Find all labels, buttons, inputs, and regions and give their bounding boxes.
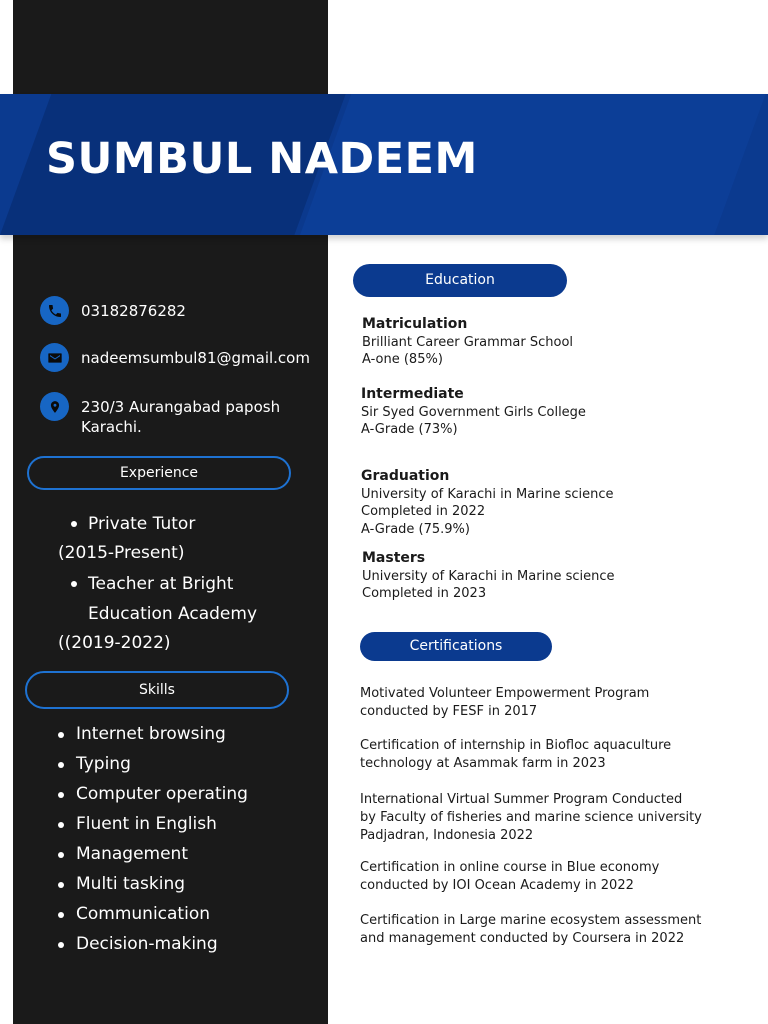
certification-line: Certification in Large marine ecosystem assessment bbox=[360, 913, 702, 928]
skills-list bbox=[56, 719, 248, 959]
skill-item: Communication bbox=[56, 899, 248, 929]
certification-item bbox=[360, 912, 750, 948]
education-detail: Brilliant Career Grammar School bbox=[362, 334, 574, 350]
education-detail: A-Grade (73%) bbox=[361, 422, 458, 437]
skill-item: Fluent in English bbox=[56, 809, 248, 839]
certification-item bbox=[360, 859, 750, 895]
skills-heading: Skills bbox=[25, 671, 289, 709]
certification-line: by Faculty of fisheries and marine science university bbox=[360, 810, 702, 825]
education-detail: Completed in 2022 bbox=[361, 504, 486, 519]
certification-item bbox=[360, 737, 750, 773]
education-detail: University of Karachi in Marine science bbox=[362, 568, 615, 584]
experience-item-2-line-2: Education Academy bbox=[88, 604, 258, 624]
address-line-1: 230/3 Aurangabad paposh bbox=[81, 398, 281, 416]
education-entry-matriculation bbox=[362, 316, 573, 369]
education-heading: Education bbox=[353, 264, 567, 297]
certification-line: conducted by FESF in 2017 bbox=[360, 704, 538, 719]
skill-item: Management bbox=[56, 839, 248, 869]
education-entry-intermediate bbox=[361, 386, 586, 439]
experience-item-1-title: Private Tutor bbox=[88, 514, 196, 534]
education-detail: A-Grade (75.9%) bbox=[361, 521, 470, 537]
experience-heading: Experience bbox=[27, 456, 291, 490]
education-entry-graduation bbox=[361, 468, 613, 538]
experience-item-2-period: ((2019-2022) bbox=[58, 633, 171, 653]
address bbox=[81, 392, 280, 437]
certification-line: Certification in online course in Blue economy bbox=[360, 860, 660, 875]
certification-item bbox=[360, 791, 750, 845]
experience-item-1-period: (2015-Present) bbox=[58, 543, 185, 563]
bullet-dot bbox=[71, 581, 77, 587]
contact-phone bbox=[40, 296, 186, 325]
candidate-name: SUMBUL NADEEM bbox=[46, 134, 478, 184]
mail-icon bbox=[40, 343, 69, 372]
education-detail: Sir Syed Government Girls College bbox=[361, 404, 586, 420]
education-title: Intermediate bbox=[361, 386, 464, 402]
education-title: Graduation bbox=[361, 468, 450, 484]
contact-address bbox=[40, 392, 280, 437]
skill-item: Computer operating bbox=[56, 779, 248, 809]
address-line-2: Karachi. bbox=[81, 418, 142, 436]
certification-line: International Virtual Summer Program Conducted bbox=[360, 792, 683, 807]
education-title: Masters bbox=[362, 550, 426, 566]
skill-item: Multi tasking bbox=[56, 869, 248, 899]
certification-line: conducted by IOI Ocean Academy in 2022 bbox=[360, 878, 634, 893]
skill-item: Decision-making bbox=[56, 929, 248, 959]
certification-line: and management conducted by Coursera in 2022 bbox=[360, 931, 685, 946]
certification-item bbox=[360, 685, 750, 721]
phone-icon bbox=[40, 296, 69, 325]
education-detail: Completed in 2023 bbox=[362, 586, 487, 601]
certification-line: Padjadran, Indonesia 2022 bbox=[360, 828, 534, 843]
education-entry-masters bbox=[362, 550, 614, 603]
certification-line: technology at Asammak farm in 2023 bbox=[360, 756, 606, 771]
certification-line: Certification of internship in Biofloc aquaculture bbox=[360, 738, 672, 753]
contact-email bbox=[40, 343, 310, 372]
skill-item: Internet browsing bbox=[56, 719, 248, 749]
skill-item: Typing bbox=[56, 749, 248, 779]
education-detail: A-one (85%) bbox=[362, 352, 443, 367]
phone-number: 03182876282 bbox=[81, 302, 186, 320]
education-detail: University of Karachi in Marine science bbox=[361, 486, 614, 502]
education-title: Matriculation bbox=[362, 316, 468, 332]
email-address: nadeemsumbul81@gmail.com bbox=[81, 349, 310, 367]
bullet-dot bbox=[71, 521, 77, 527]
location-pin-icon bbox=[40, 392, 69, 421]
certification-line: Motivated Volunteer Empowerment Program bbox=[360, 686, 650, 701]
experience-item-2-line-1: Teacher at Bright bbox=[88, 574, 234, 594]
certifications-heading: Certifications bbox=[360, 632, 552, 661]
